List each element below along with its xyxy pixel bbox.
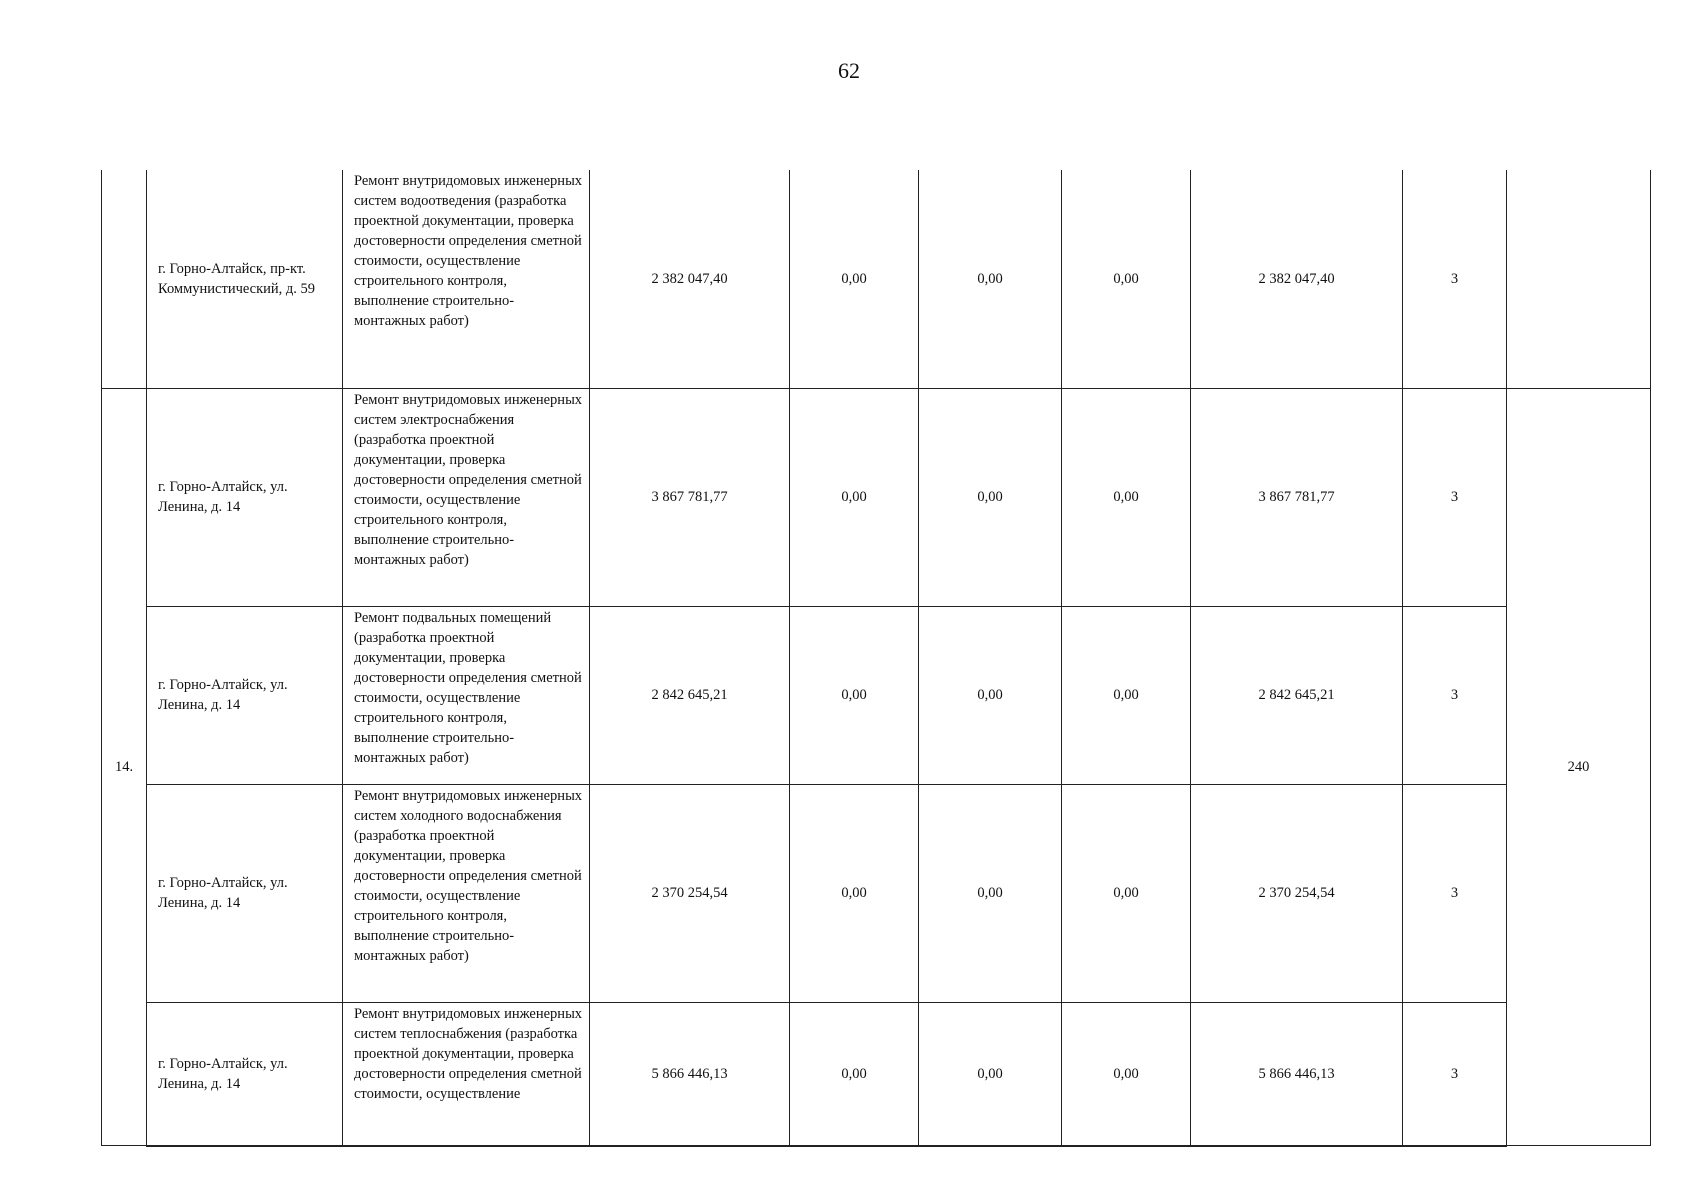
value-cell-1: 0,00: [790, 1002, 919, 1146]
group-value-cell-empty: [1507, 170, 1651, 388]
value-cell-3: 0,00: [1062, 1002, 1191, 1146]
total-cost-cell: 3 867 781,77: [590, 388, 790, 606]
total-cost-cell: 2 382 047,40: [590, 170, 790, 388]
work-description: Ремонт внутридомовых инженерных систем теплоснабжения (разработка проектной документации, проверка достоверности определения сметной стоимости, осуществление: [354, 1005, 583, 1102]
address-cell: г. Горно-Алтайск, ул. Ленина, д. 14: [147, 1002, 343, 1146]
table-row: [102, 784, 1651, 1002]
value-cell-5: 3: [1403, 170, 1507, 388]
value-cell-5: 3: [1403, 784, 1507, 1002]
table-row: [102, 170, 1651, 388]
work-description-cell: [343, 784, 590, 1002]
work-description: Ремонт подвальных помещений (разработка проектной документации, проверка достоверности определения сметной стоимости, осуществление строительного контроля, выполнение строительно-монтажных работ): [354, 609, 582, 766]
address-cell: г. Горно-Алтайск, ул. Ленина, д. 14: [147, 784, 343, 1002]
table-row: [102, 1002, 1651, 1146]
value-cell-2: 0,00: [919, 170, 1062, 388]
address-cell: г. Горно-Алтайск, ул. Ленина, д. 14: [147, 606, 343, 784]
group-number-cell: 14.: [102, 388, 147, 1146]
value-cell-1: 0,00: [790, 388, 919, 606]
work-description: Ремонт внутридомовых инженерных систем холодного водоснабжения (разработка проектной документации, проверка достоверности определения сметной стоимости, осуществление строительного контроля, выполнение строительно-монтажных работ): [354, 787, 583, 964]
work-description: Ремонт внутридомовых инженерных систем водоотведения (разработка проектной документации, проверка достоверности определения сметной стоимости, осуществление строительного контроля, выполнение строительно-монтажных работ): [354, 173, 583, 329]
value-cell-1: 0,00: [790, 606, 919, 784]
address-cell: г. Горно-Алтайск, пр-кт. Коммунистический, д. 59: [147, 170, 343, 388]
total-cost-cell: 2 370 254,54: [590, 784, 790, 1002]
work-description: Ремонт внутридомовых инженерных систем электроснабжения (разработка проектной документации, проверка достоверности определения сметной стоимости, осуществление строительного контроля, выполнение строительно-монтажных работ): [354, 391, 583, 568]
work-description-cell: [343, 1002, 590, 1146]
value-cell-2: 0,00: [919, 606, 1062, 784]
value-cell-5: 3: [1403, 388, 1507, 606]
value-cell-4: 3 867 781,77: [1191, 388, 1403, 606]
work-description-cell: [343, 606, 590, 784]
value-cell-2: 0,00: [919, 784, 1062, 1002]
value-cell-2: 0,00: [919, 388, 1062, 606]
table-row: [102, 388, 1651, 606]
value-cell-4: 2 842 645,21: [1191, 606, 1403, 784]
address-cell: г. Горно-Алтайск, ул. Ленина, д. 14: [147, 388, 343, 606]
value-cell-2: 0,00: [919, 1002, 1062, 1146]
value-cell-3: 0,00: [1062, 606, 1191, 784]
works-table: [101, 170, 1651, 1147]
group-value-cell: 240: [1507, 388, 1651, 1146]
work-description-cell: [343, 170, 590, 388]
value-cell-4: 5 866 446,13: [1191, 1002, 1403, 1146]
value-cell-3: 0,00: [1062, 388, 1191, 606]
value-cell-5: 3: [1403, 606, 1507, 784]
value-cell-4: 2 382 047,40: [1191, 170, 1403, 388]
value-cell-4: 2 370 254,54: [1191, 784, 1403, 1002]
page-number: 62: [838, 58, 860, 83]
row-number-cell: [102, 170, 147, 388]
value-cell-3: 0,00: [1062, 170, 1191, 388]
value-cell-1: 0,00: [790, 170, 919, 388]
total-cost-cell: 2 842 645,21: [590, 606, 790, 784]
total-cost-cell: 5 866 446,13: [590, 1002, 790, 1146]
value-cell-1: 0,00: [790, 784, 919, 1002]
table-row: [102, 606, 1651, 784]
value-cell-3: 0,00: [1062, 784, 1191, 1002]
work-description-cell: [343, 388, 590, 606]
value-cell-5: 3: [1403, 1002, 1507, 1146]
